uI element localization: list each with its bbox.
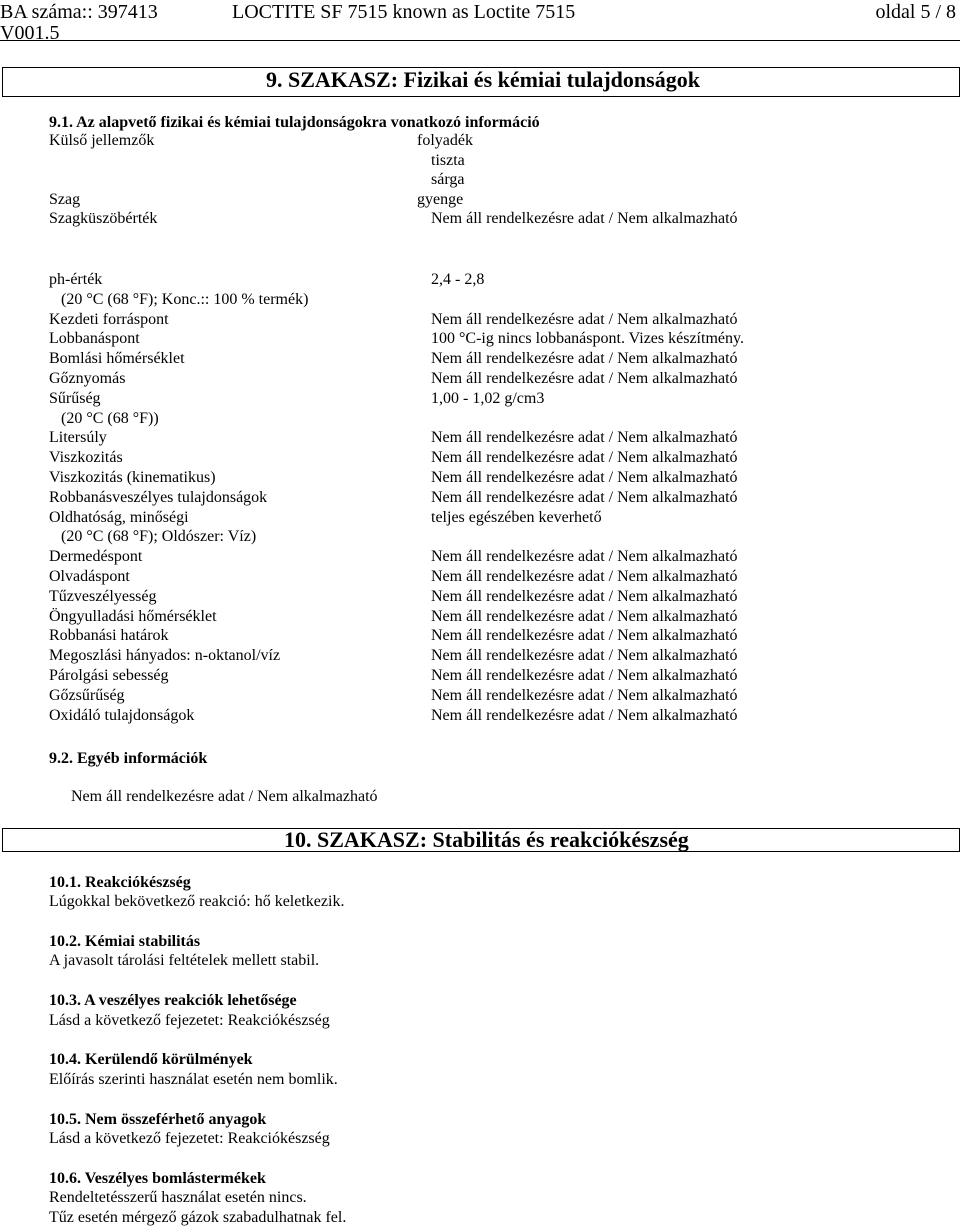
property-value: Nem áll rendelkezésre adat / Nem alkalmazható xyxy=(431,627,738,645)
document-version: V001.5 xyxy=(0,22,60,44)
property-value: 100 °C-ig nincs lobbanáspont. Vizes készítmény. xyxy=(431,330,744,348)
property-label: Tűzveszélyesség xyxy=(49,587,157,605)
subsection-10-4-title: 10.4. Kerülendő körülmények xyxy=(49,1051,253,1068)
subsection-10-5-text: Lásd a következő fejezetet: Reakciókészség xyxy=(49,1130,330,1147)
property-condition: (20 °C (68 °F)) xyxy=(61,409,159,427)
table-row xyxy=(49,290,809,310)
property-label: Gőzsűrűség xyxy=(49,686,125,704)
subsection-10-1-text: Lúgokkal bekövetkező reakció: hő keletkezik. xyxy=(49,893,345,910)
property-label: Bomlási hőmérséklet xyxy=(49,350,185,368)
subsection-10-6-title: 10.6. Veszélyes bomlástermékek xyxy=(49,1170,266,1187)
table-row xyxy=(49,170,809,190)
table-row xyxy=(49,270,809,290)
property-label: Szagküszöbérték xyxy=(49,210,158,228)
property-label: Szag xyxy=(49,190,81,208)
property-label: Sűrűség xyxy=(49,389,101,407)
property-label: Gőznyomás xyxy=(49,369,126,387)
property-label: Lobbanáspont xyxy=(49,330,140,348)
property-value: Nem áll rendelkezésre adat / Nem alkalmazható xyxy=(431,607,738,625)
section-10-title: 10. SZAKASZ: Stabilitás és reakciókészség xyxy=(284,827,689,852)
table-row xyxy=(49,428,809,448)
subsection-10-6-text: Rendeltetésszerű használat esetén nincs. xyxy=(49,1189,307,1206)
property-value: Nem áll rendelkezésre adat / Nem alkalmazható xyxy=(431,587,738,605)
property-condition: (20 °C (68 °F); Oldószer: Víz) xyxy=(61,528,257,546)
table-row xyxy=(49,190,809,210)
table-row xyxy=(49,409,809,429)
page-number: oldal 5 / 8 xyxy=(875,1,956,23)
subsection-9-1-title: 9.1. Az alapvető fizikai és kémiai tulajdonságokra vonatkozó információ xyxy=(49,114,540,131)
table-row xyxy=(49,468,809,488)
property-label: Párolgási sebesség xyxy=(49,666,169,684)
product-name: LOCTITE SF 7515 known as Loctite 7515 xyxy=(232,1,576,23)
table-row xyxy=(49,706,809,726)
subsection-10-2-title: 10.2. Kémiai stabilitás xyxy=(49,933,201,950)
property-label: Olvadáspont xyxy=(49,567,130,585)
property-label: Külső jellemzők xyxy=(49,132,155,149)
property-label: Oxidáló tulajdonságok xyxy=(49,706,195,724)
table-row xyxy=(49,666,809,686)
property-label: Kezdeti forráspont xyxy=(49,310,169,328)
document-number: BA száma:: 397413 xyxy=(0,1,158,23)
property-value: gyenge xyxy=(417,190,464,208)
property-value: 1,00 - 1,02 g/cm3 xyxy=(431,389,545,407)
property-value: Nem áll rendelkezésre adat / Nem alkalmazható xyxy=(431,369,738,387)
subsection-10-1-title: 10.1. Reakciókészség xyxy=(49,874,191,891)
subsection-10-6-text: Tűz esetén mérgező gázok szabadulhatnak fel. xyxy=(49,1209,347,1226)
property-label: Litersúly xyxy=(49,429,107,447)
subsection-9-2-title: 9.2. Egyéb információk xyxy=(49,750,208,767)
property-value: folyadék xyxy=(417,132,473,149)
property-value: Nem áll rendelkezésre adat / Nem alkalmazható xyxy=(431,647,738,665)
subsection-10-3-title: 10.3. A veszélyes reakciók lehetősége xyxy=(49,992,297,1009)
property-label: Megoszlási hányados: n-oktanol/víz xyxy=(49,647,281,665)
table-row xyxy=(49,448,809,468)
table-row xyxy=(49,626,809,646)
table-row xyxy=(49,349,809,369)
property-value: Nem áll rendelkezésre adat / Nem alkalmazható xyxy=(431,666,738,684)
property-value: Nem áll rendelkezésre adat / Nem alkalmazható xyxy=(431,567,738,585)
table-row xyxy=(49,389,809,409)
table-row xyxy=(49,587,809,607)
property-value: tiszta xyxy=(431,151,465,169)
table-row xyxy=(49,310,809,330)
subsection-9-2-text: Nem áll rendelkezésre adat / Nem alkalmazható xyxy=(71,788,378,805)
property-condition: (20 °C (68 °F); Konc.:: 100 % termék) xyxy=(61,290,309,308)
subsection-10-3-text: Lásd a következő fejezetet: Reakciókészség xyxy=(49,1012,330,1029)
table-row xyxy=(49,607,809,627)
property-value: Nem áll rendelkezésre adat / Nem alkalmazható xyxy=(431,429,738,447)
property-label: Dermedéspont xyxy=(49,548,143,566)
property-value: sárga xyxy=(431,171,465,189)
property-value: Nem áll rendelkezésre adat / Nem alkalmazható xyxy=(431,449,738,467)
property-value: Nem áll rendelkezésre adat / Nem alkalmazható xyxy=(431,350,738,368)
property-label: ph-érték xyxy=(49,271,103,288)
property-value: teljes egészében keverhető xyxy=(431,508,602,526)
subsection-10-2-text: A javasolt tárolási feltételek mellett stabil. xyxy=(49,952,320,969)
property-label: Viszkozitás xyxy=(49,449,123,467)
table-row xyxy=(49,686,809,706)
header-divider xyxy=(0,40,960,41)
property-value: Nem áll rendelkezésre adat / Nem alkalmazható xyxy=(431,310,738,328)
property-value: 2,4 - 2,8 xyxy=(431,271,485,288)
appearance-table xyxy=(49,131,809,229)
subsection-10-4-text: Előírás szerinti használat esetén nem bomlik. xyxy=(49,1071,338,1088)
properties-table xyxy=(49,270,809,725)
table-row xyxy=(49,508,809,528)
property-value: Nem áll rendelkezésre adat / Nem alkalmazható xyxy=(431,210,738,228)
table-row xyxy=(49,209,809,229)
property-value: Nem áll rendelkezésre adat / Nem alkalmazható xyxy=(431,548,738,566)
table-row xyxy=(49,151,809,171)
property-label: Oldhatóság, minőségi xyxy=(49,508,189,526)
subsection-10-5-title: 10.5. Nem összeférhető anyagok xyxy=(49,1111,267,1128)
table-row xyxy=(49,547,809,567)
table-row xyxy=(49,369,809,389)
property-label: Öngyulladási hőmérséklet xyxy=(49,607,217,625)
table-row xyxy=(49,488,809,508)
property-value: Nem áll rendelkezésre adat / Nem alkalmazható xyxy=(431,468,738,486)
property-value: Nem áll rendelkezésre adat / Nem alkalmazható xyxy=(431,488,738,506)
section-9-title: 9. SZAKASZ: Fizikai és kémiai tulajdonságok xyxy=(266,67,700,92)
property-label: Robbanásveszélyes tulajdonságok xyxy=(49,488,268,506)
table-row xyxy=(49,131,809,151)
property-value: Nem áll rendelkezésre adat / Nem alkalmazható xyxy=(431,686,738,704)
table-row xyxy=(49,329,809,349)
property-label: Viszkozitás (kinematikus) xyxy=(49,468,216,486)
table-row xyxy=(49,646,809,666)
property-value: Nem áll rendelkezésre adat / Nem alkalmazható xyxy=(431,706,738,724)
property-label: Robbanási határok xyxy=(49,627,169,645)
table-row xyxy=(49,567,809,587)
table-row xyxy=(49,527,809,547)
